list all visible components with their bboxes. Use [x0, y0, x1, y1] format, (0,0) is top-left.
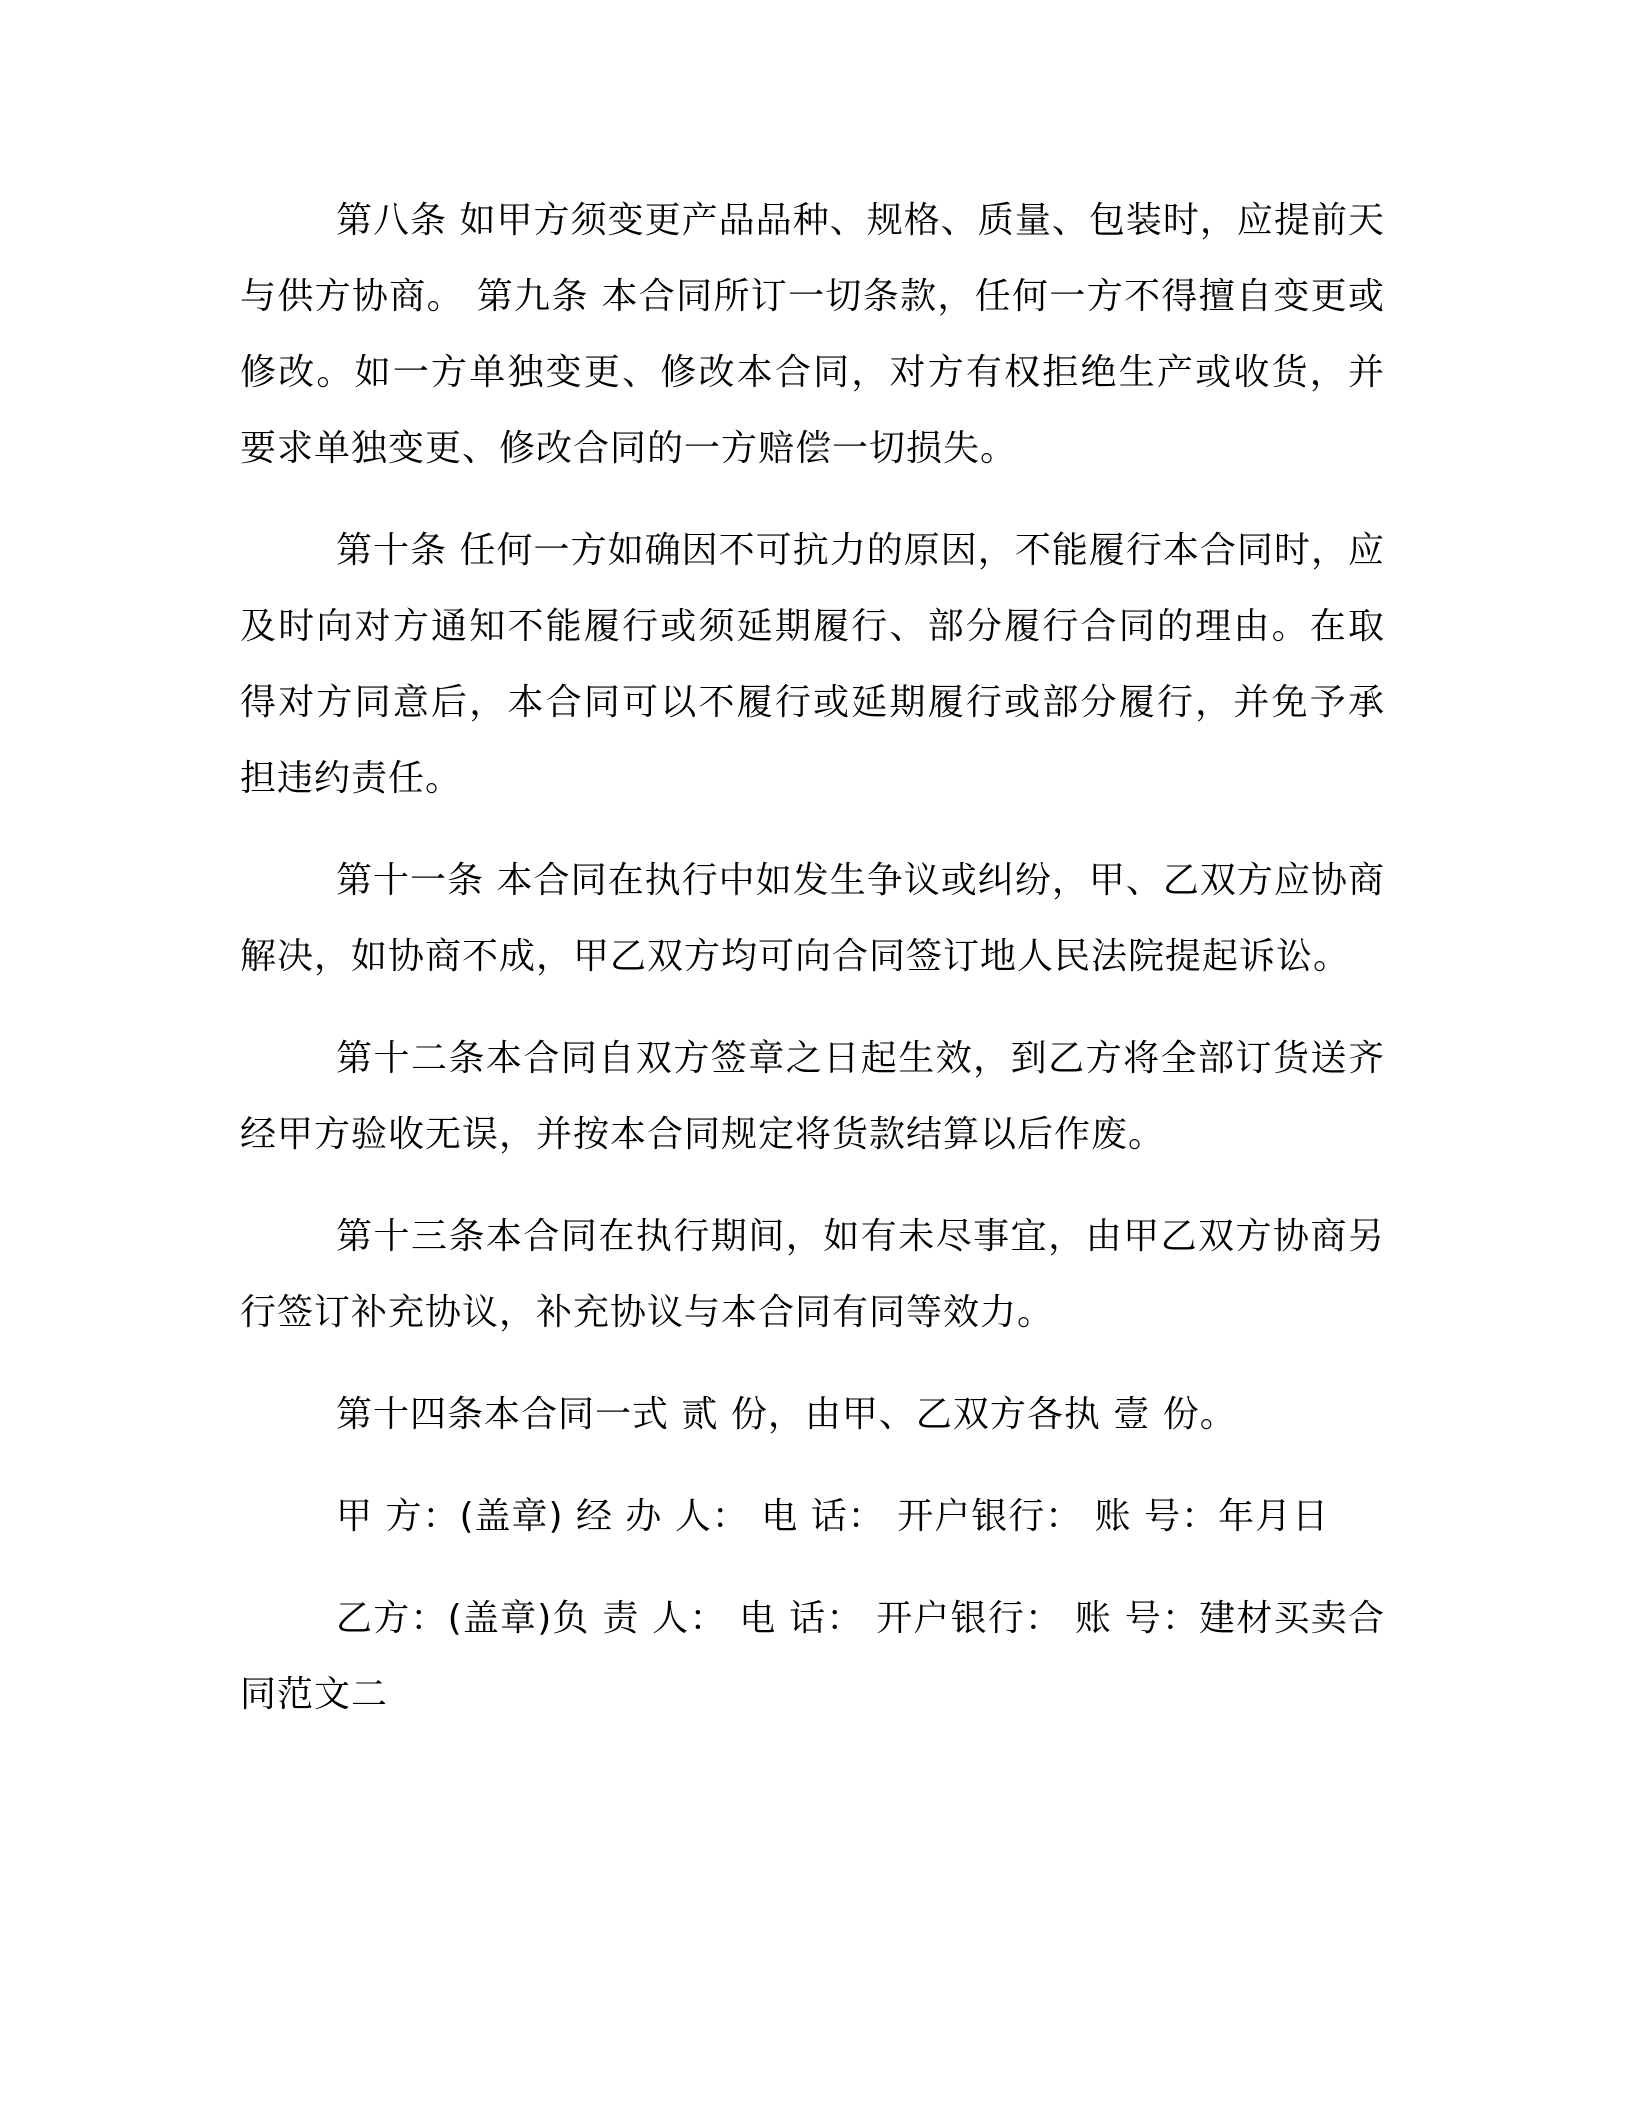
party-b-signature-line: 乙方：(盖章)负 责 人： 电 话： 开户银行： 账 号：建材买卖合同范文二 — [240, 1598, 1385, 1715]
paragraph-article-14: 第十四条本合同一式 贰 份，由甲、乙双方各执 壹 份。 — [336, 1394, 1237, 1435]
paragraph-article-11: 第十一条 本合同在执行中如发生争议或纠纷，甲、乙双方应协商解决，如协商不成，甲乙双方均可向合同签订地人民法院提起诉讼。 — [240, 860, 1385, 977]
paragraph-article-8-9: 第八条 如甲方须变更产品品种、规格、质量、包装时，应提前天与供方协商。 第九条 本合同所订一切条款，任何一方不得擅自变更或修改。如一方单独变更、修改本合同，对方有权拒绝生产或收货，并要求单独变更、修改合同的一方赔偿一切损失。 — [240, 200, 1385, 469]
party-a-signature-line: 甲 方：(盖章) 经 办 人： 电 话： 开户银行： 账 号：年月日 — [336, 1496, 1330, 1537]
document-body — [240, 183, 1385, 1759]
paragraph-article-12: 第十二条本合同自双方签章之日起生效，到乙方将全部订货送齐经甲方验收无误，并按本合同规定将货款结算以后作废。 — [240, 1038, 1385, 1155]
paragraph-article-13: 第十三条本合同在执行期间，如有未尽事宜，由甲乙双方协商另行签订补充协议，补充协议与本合同有同等效力。 — [240, 1216, 1385, 1333]
paragraph-article-10: 第十条 任何一方如确因不可抗力的原因，不能履行本合同时，应及时向对方通知不能履行或须延期履行、部分履行合同的理由。在取得对方同意后，本合同可以不履行或延期履行或部分履行，并免予承担违约责任。 — [240, 530, 1385, 799]
